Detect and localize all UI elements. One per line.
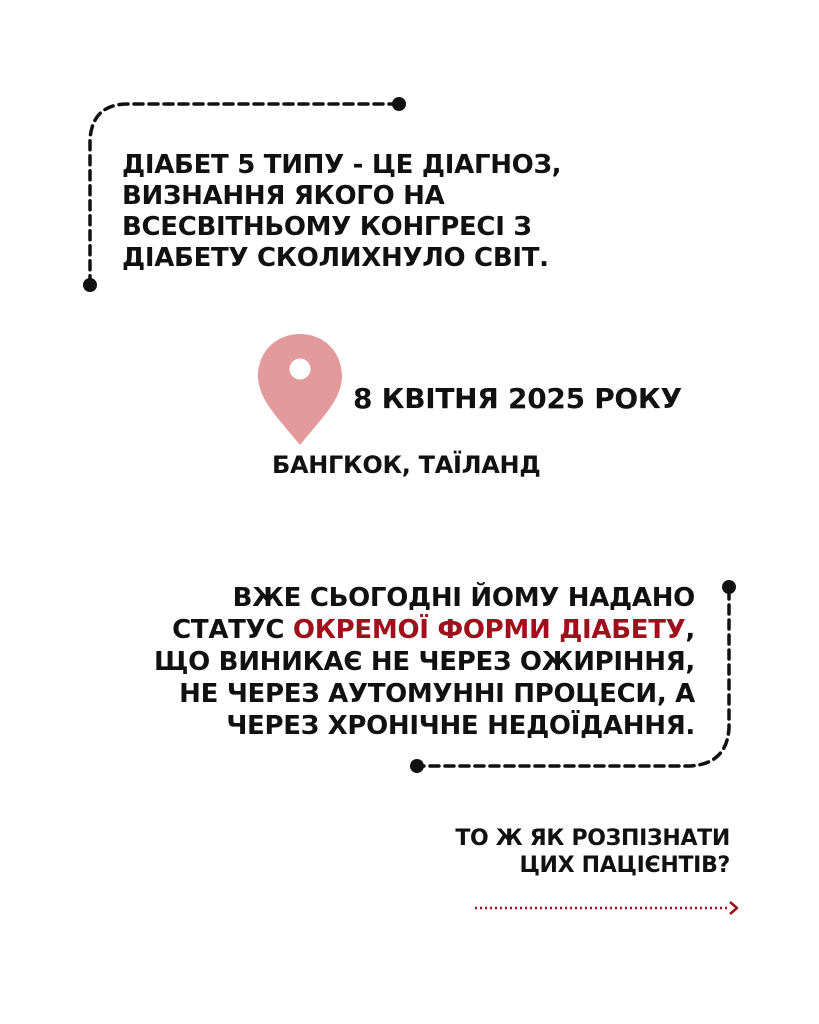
event-place: БАНГКОК, ТАЇЛАНД [272, 451, 541, 479]
bracket-dot-top-end [392, 97, 406, 111]
statement-suffix: , [685, 615, 695, 645]
intro-line: ВИЗНАННЯ ЯКОГО НА [122, 181, 445, 211]
statement-line: ЧЕРЕЗ ХРОНІЧНЕ НЕДОЇДАННЯ. [226, 711, 695, 741]
intro-line: ДІАБЕТ 5 ТИПУ - ЦЕ ДІАГНОЗ, [122, 150, 562, 180]
bracket-dot-bottom-end [83, 278, 97, 292]
intro-line: ВСЕСВІТНЬОМУ КОНГРЕСІ З [122, 212, 532, 242]
location-pin-icon [258, 334, 342, 445]
statement-line [40, 614, 695, 646]
statement-line: НЕ ЧЕРЕЗ АУТОМУННІ ПРОЦЕСИ, А [179, 679, 695, 709]
statement-highlight: ОКРЕМОЇ ФОРМИ ДІАБЕТУ [292, 615, 686, 645]
intro-text [122, 150, 682, 274]
statement-line: ВЖЕ СЬОГОДНІ ЙОМУ НАДАНО [232, 583, 695, 613]
question-line: ТО Ж ЯК РОЗПІЗНАТИ [455, 826, 730, 851]
question-text [380, 825, 730, 879]
bracket-dot-left-end [410, 759, 424, 773]
bracket-dot-top-end [722, 580, 736, 594]
statement-line: ЩО ВИНИКАЄ НЕ ЧЕРЕЗ ОЖИРІННЯ, [153, 647, 695, 677]
question-line: ЦИХ ПАЦІЄНТІВ? [519, 853, 730, 878]
dotted-arrow-right-icon [475, 902, 737, 914]
statement-prefix: СТАТУС [172, 615, 293, 645]
intro-line: ДІАБЕТУ СКОЛИХНУЛО СВІТ. [122, 243, 549, 273]
event-date: 8 КВІТНЯ 2025 РОКУ [353, 382, 682, 415]
statement-text [40, 582, 695, 742]
